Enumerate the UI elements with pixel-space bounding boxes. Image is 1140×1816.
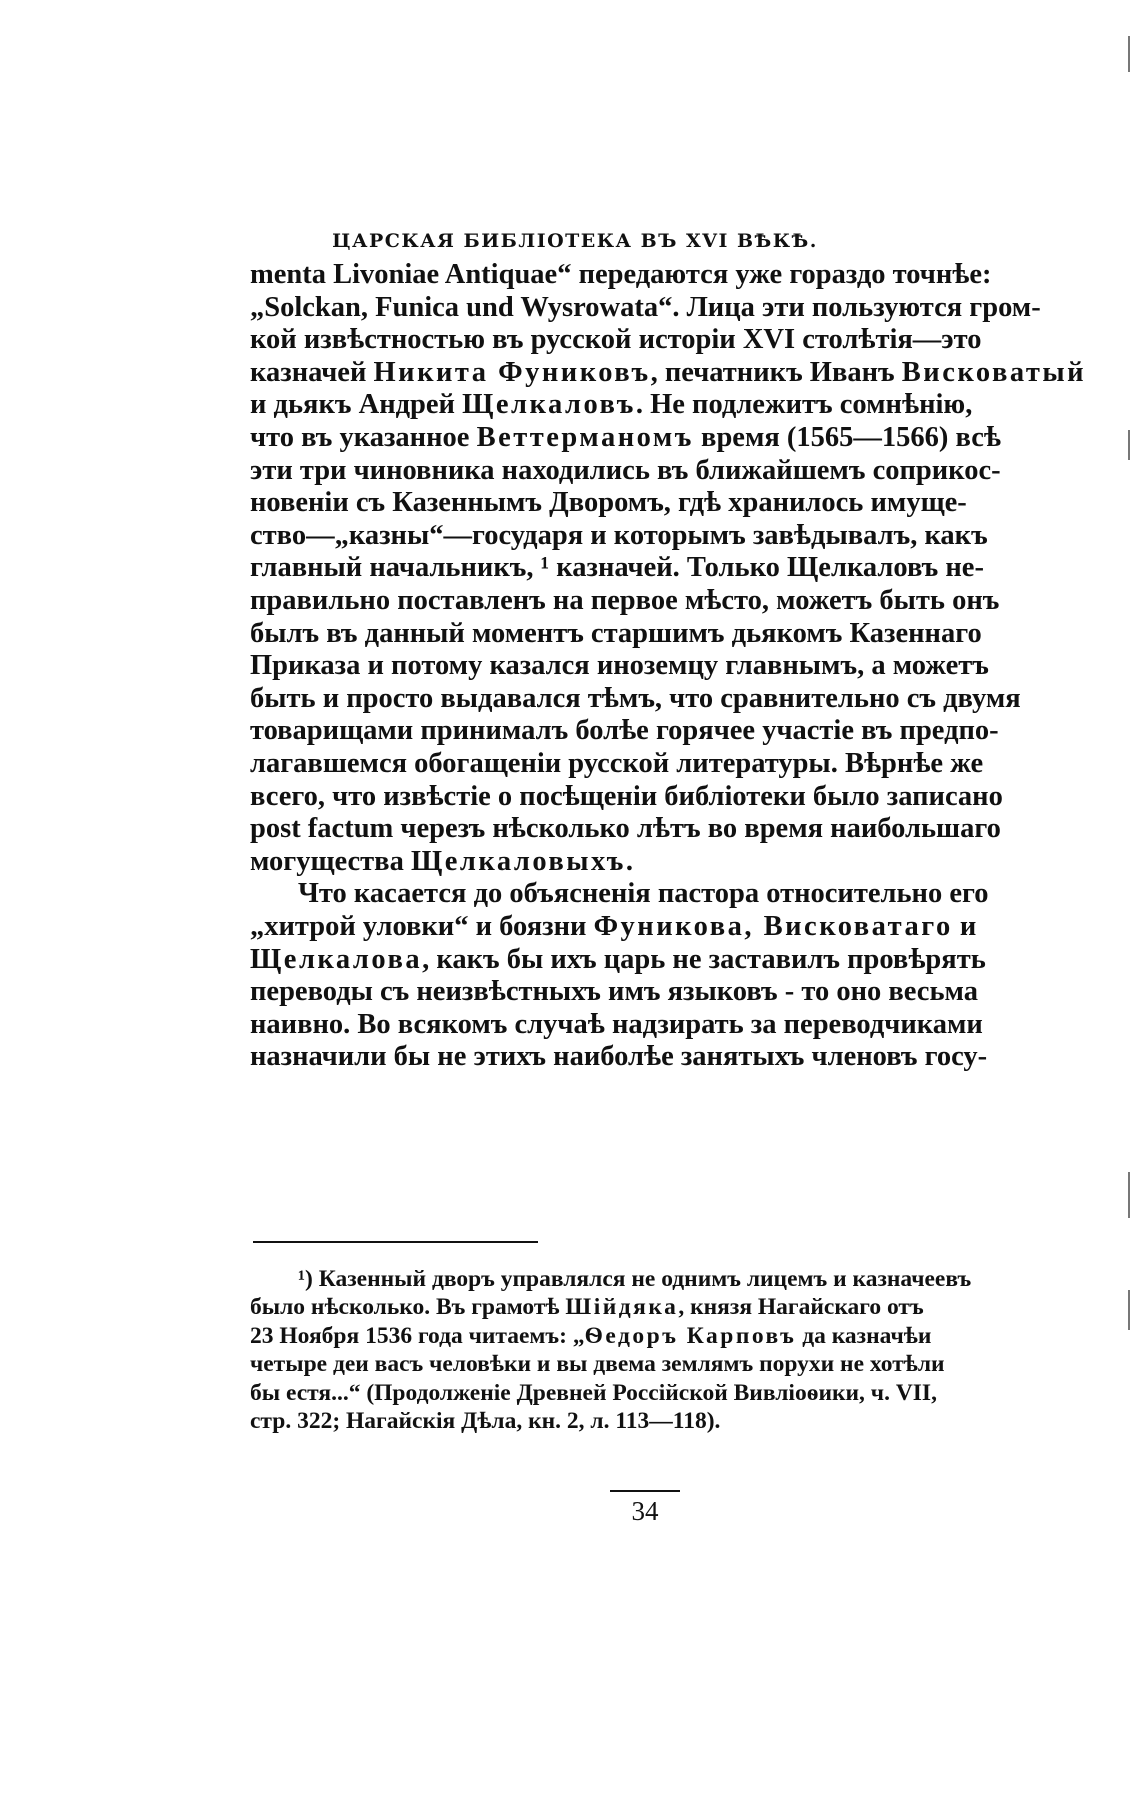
footnote-line	[250, 1378, 937, 1408]
text-run: наивно. Во всякомъ случаѣ надзирать за переводчиками	[250, 1008, 983, 1040]
text-run: Приказа и потому казался иноземцу главнымъ, а можетъ	[250, 650, 989, 682]
text-run: стр. 322; Нагайскія Дѣла, кн. 2, л. 113—118).	[250, 1408, 721, 1434]
text-line	[250, 421, 1001, 455]
text-line	[250, 1008, 983, 1042]
spaced-name: Никита Фуниковъ	[373, 356, 651, 388]
scan-edge-mark	[1128, 430, 1130, 460]
text-line	[250, 682, 1021, 716]
text-run: кой извѣстностью въ русской исторіи XVI столѣтія—это	[250, 324, 982, 356]
text-line	[250, 812, 1001, 846]
text-line	[250, 1040, 988, 1074]
spaced-name: Щелкаловъ	[462, 389, 636, 421]
text-run: .	[625, 845, 633, 877]
text-line	[250, 584, 1000, 618]
text-run: ¹) Казенный дворъ управлялся не однимъ лицемъ и казначеевъ	[298, 1266, 972, 1292]
text-line	[250, 486, 967, 520]
text-line	[298, 877, 989, 911]
footnote-line	[298, 1264, 972, 1294]
text-run: быть и просто выдавался тѣмъ, что сравнительно съ двумя	[250, 682, 1021, 714]
text-line	[250, 975, 978, 1009]
text-run: и дьякъ Андрей	[250, 389, 463, 421]
spaced-name: Ѳедоръ Карповъ	[584, 1322, 797, 1349]
text-run: 23 Ноября 1536 года читаемъ: „	[250, 1322, 585, 1349]
text-line	[250, 323, 982, 357]
text-run: новеніи съ Казеннымъ Дворомъ, гдѣ хранилось имуще-	[250, 487, 967, 519]
text-line	[250, 943, 986, 977]
text-line	[250, 845, 900, 879]
text-run: Что касается до объясненія пастора относительно его	[298, 878, 989, 910]
text-line	[250, 356, 1087, 390]
text-run: , князя Нагайскаго отъ	[678, 1294, 924, 1321]
text-run: назначили бы не этихъ наиболѣе занятыхъ членовъ госу-	[250, 1041, 988, 1073]
text-run: что въ указанное	[250, 422, 477, 453]
text-run: переводы съ неизвѣстныхъ имъ языковъ - то оно весьма	[250, 976, 978, 1008]
text-run: , печатникъ Иванъ	[650, 356, 902, 388]
text-run: былъ въ данный моментъ старшимъ дьякомъ Казеннаго	[250, 617, 982, 649]
spaced-name: Веттерманомъ	[476, 422, 694, 453]
text-run: товарищами принималъ болѣе горячее участіе въ предпо-	[250, 715, 999, 747]
text-run: post factum черезъ нѣсколько лѣтъ во время наибольшаго	[250, 813, 1001, 845]
text-line	[250, 910, 977, 944]
footnote-line	[250, 1292, 924, 1322]
spaced-name: Шійдяка	[565, 1294, 679, 1321]
text-run: главный начальникъ, ¹ казначей. Только Щелкаловъ не-	[250, 552, 984, 584]
text-run: и	[952, 911, 977, 942]
text-run: „хитрой уловки“ и боязни	[250, 911, 594, 942]
text-line	[250, 617, 982, 651]
footnote-line	[250, 1406, 900, 1436]
page-number-rule	[610, 1490, 680, 1492]
text-line	[250, 291, 1041, 325]
text-run: . Не подлежитъ сомнѣнію,	[635, 389, 973, 421]
running-head: ЦАРСКАЯ БИБЛIОТЕКА ВЪ XVI ВѢКѢ.	[332, 230, 818, 252]
text-run: лагавшемся обогащеніи русской литературы. Вѣрнѣе же	[250, 748, 984, 779]
text-line	[250, 454, 1001, 488]
text-run: четыре деи васъ человѣки и вы двема землямъ порухи не хотѣли	[250, 1351, 945, 1378]
footnote-line	[250, 1321, 932, 1351]
page-number: 34	[631, 1496, 659, 1526]
text-run: всего, что извѣстіе о посѣщеніи библіотеки было записано	[250, 780, 1003, 812]
text-run: время (1565—1566) всѣ	[693, 422, 1001, 453]
text-run: бы естя...“ (Продолженіе Древней Россійской Вивліоѳики, ч. VII,	[250, 1379, 937, 1406]
text-line	[250, 780, 1003, 814]
text-run: было нѣсколько. Въ грамотѣ	[250, 1294, 566, 1321]
scan-edge-mark	[1128, 36, 1130, 72]
text-line	[250, 551, 984, 585]
spaced-name: Фуникова, Висковатаго	[593, 911, 953, 942]
footnote-separator	[253, 1241, 538, 1243]
text-run: „Solckan, Funica und Wysrowata“. Лица эти пользуются гром-	[250, 291, 1041, 323]
text-line	[250, 388, 973, 422]
spaced-name: Щелкалова	[250, 943, 423, 975]
text-run: ство—„казны“—государя и которымъ завѣдывалъ, какъ	[250, 519, 988, 551]
scan-edge-mark	[1128, 1290, 1130, 1330]
text-line	[250, 649, 989, 683]
text-run: эти три чиновника находились въ ближайшемъ соприкос-	[250, 454, 1001, 486]
text-line	[250, 747, 984, 781]
text-run: да казначѣи	[796, 1322, 932, 1349]
spaced-name: Висковатый	[901, 356, 1087, 388]
text-run: правильно поставленъ на первое мѣсто, можетъ быть онъ	[250, 585, 1000, 616]
text-line	[250, 714, 999, 748]
text-line	[250, 258, 992, 292]
scan-edge-mark	[1128, 1172, 1130, 1218]
text-run: казначей	[250, 356, 374, 388]
text-run: , какъ бы ихъ царь не заставилъ провѣрять	[422, 943, 986, 975]
text-run: menta Livoniae Antiquae“ передаются уже гораздо точнѣе:	[250, 259, 992, 290]
text-line	[250, 519, 988, 553]
spaced-name: Щелкаловыхъ	[410, 845, 626, 877]
footnote-line	[250, 1349, 945, 1379]
text-run: могущества	[250, 845, 411, 877]
